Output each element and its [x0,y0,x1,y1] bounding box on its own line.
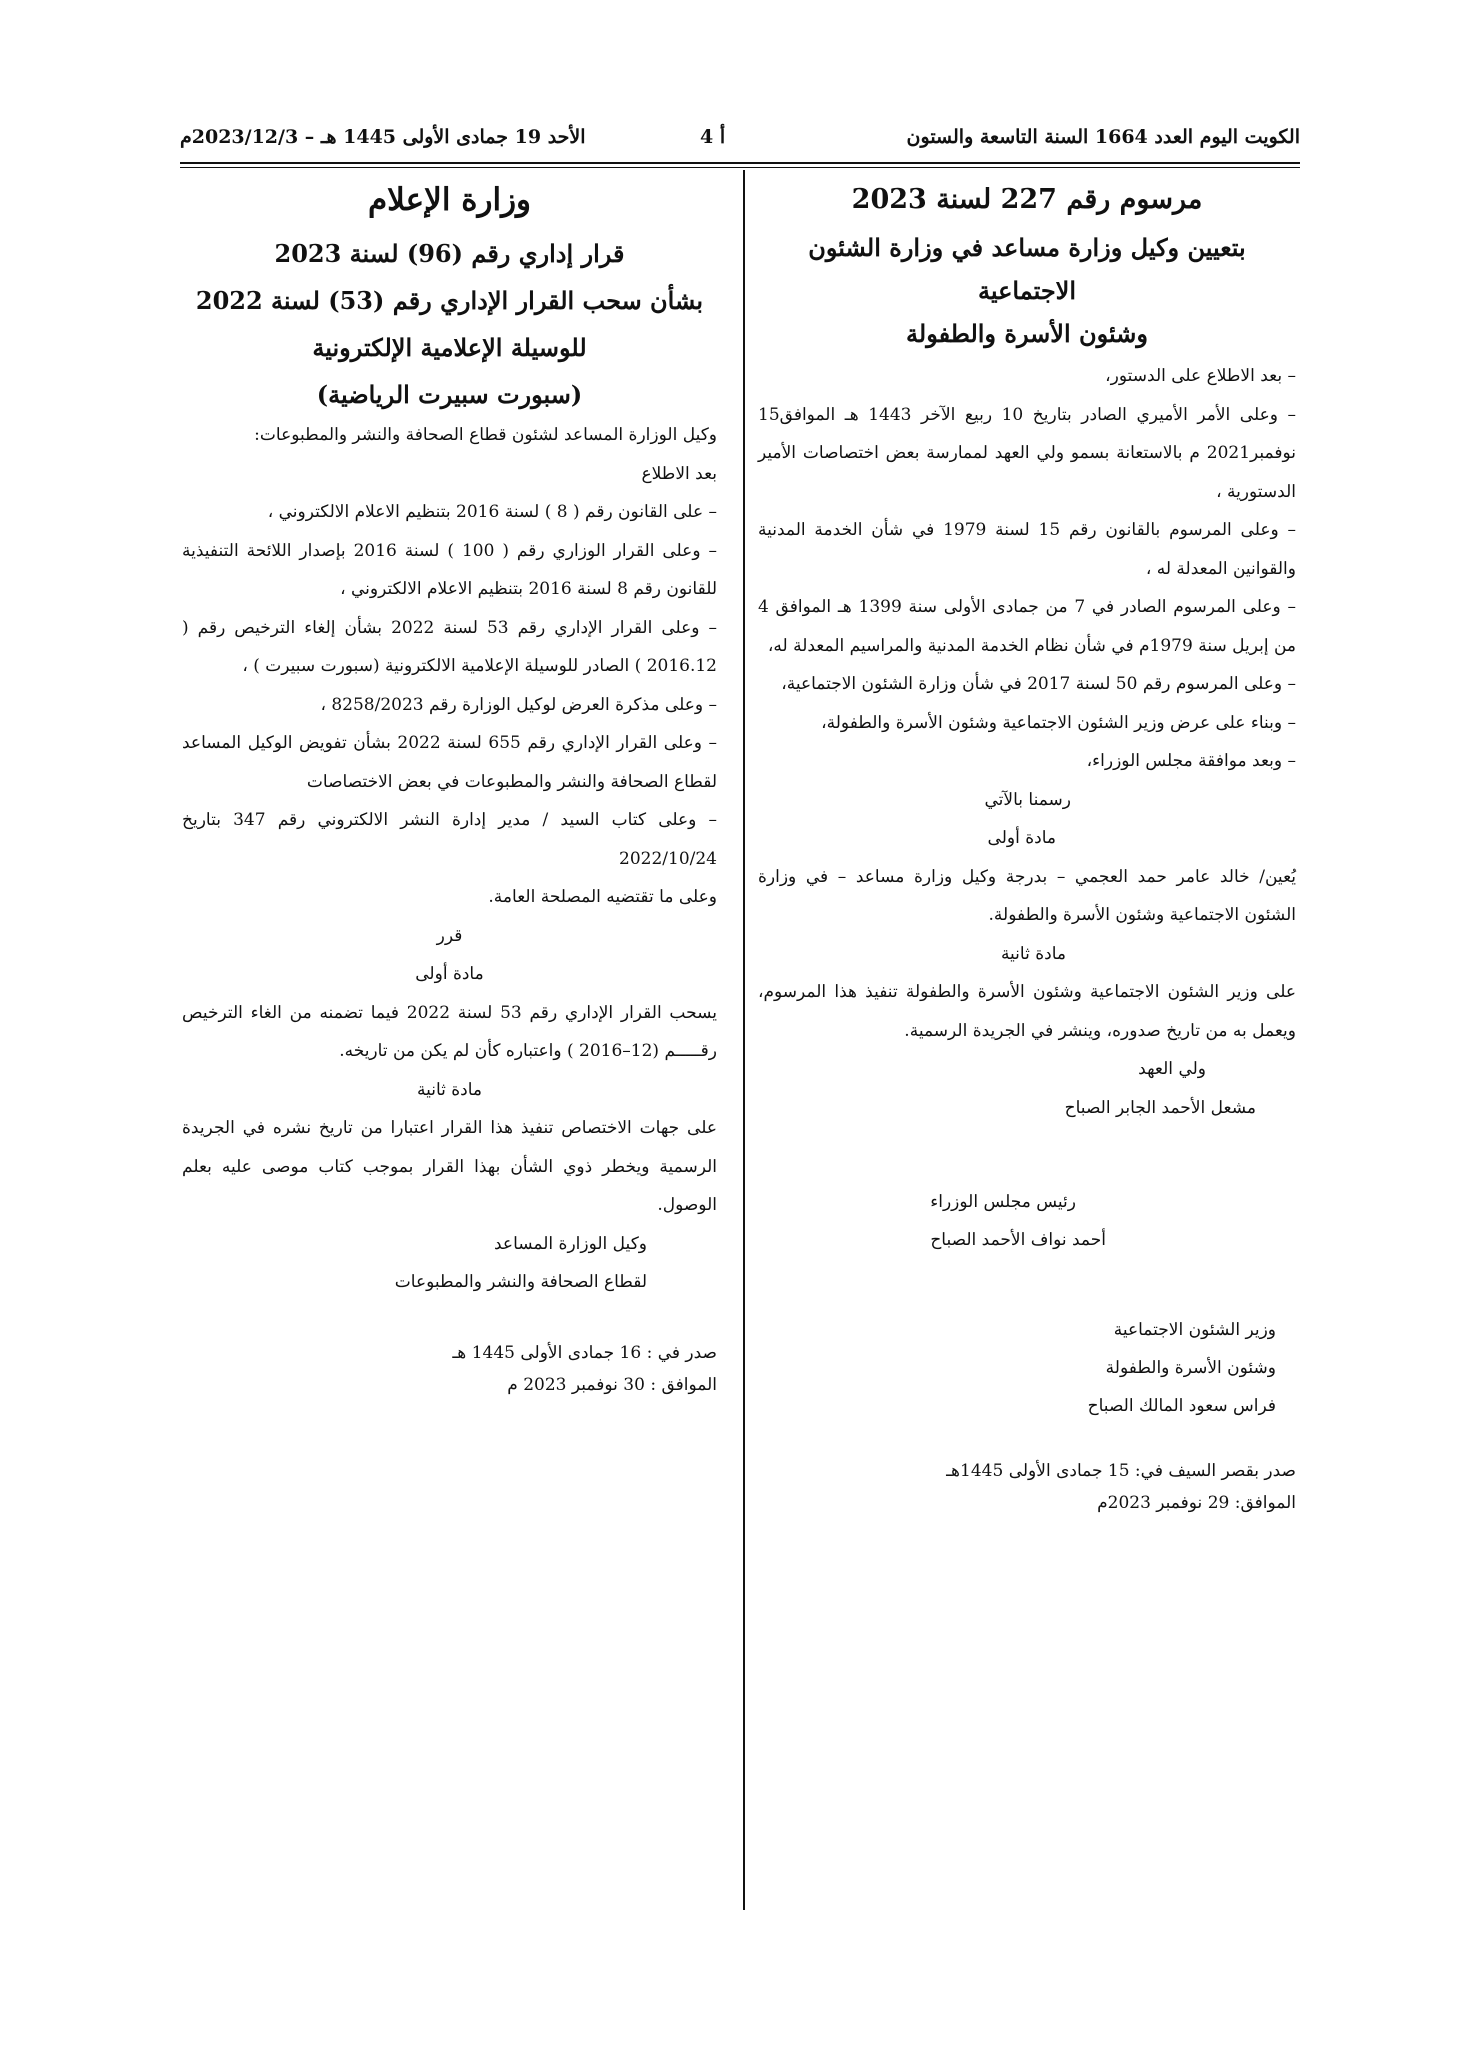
decree-title: مرسوم رقم 227 لسنة 2023 [851,184,1203,215]
ministry-column [182,180,717,1401]
gazette-issue: الكويت اليوم العدد 1664 السنة التاسعة والستون [906,126,1300,148]
signatory-sector: لقطاع الصحافة والنشر والمطبوعات [394,1271,647,1292]
resolution-title: قرار إداري رقم (96) لسنة 2023 [274,239,625,268]
minister-title-2: وشئون الأسرة والطفولة [1105,1358,1276,1378]
issued-gregorian-date: الموافق: 29 نوفمبر 2023م [1097,1493,1296,1513]
article-1-title: مادة أولى [987,828,1056,848]
decree-statement: رسمنا بالآتي [984,789,1071,810]
resolution-subtitle-3: (سبورت سبيرت الرياضية) [316,380,583,409]
resolution-subtitle-2: للوسيلة الإعلامية الإلكترونية [312,333,587,362]
decree-paragraph: – وعلى المرسوم بالقانون رقم 15 لسنة 1979 في شأن الخدمة المدنية والقوانين المعدلة له ، [758,520,1296,579]
resolution-preamble: بعد الاطلاع [641,463,717,484]
crown-prince-title: ولي العهد [1138,1059,1206,1079]
resolution-paragraph: – وعلى القرار الإداري رقم 53 لسنة 2022 بشأن إلغاء الترخيص رقم ( 2016.12 ) الصادر للوسيلة الإعلامية الالكترونية (سبورت سبيرت ) ، [182,617,717,676]
article-1-title: مادة أولى [415,964,484,984]
decree-paragraph: – وعلى الأمر الأميري الصادر بتاريخ 10 ربيع الآخر 1443 هـ الموافق15 نوفمبر2021 م بالاستعانة بسمو ولي العهد لممارسة بعض اختصاصات الأمير الدستورية ، [758,404,1296,502]
article-2-text: على جهات الاختصاص تنفيذ هذا القرار اعتبارا من تاريخ نشره في الجريدة الرسمية ويخطر ذوي الشأن بهذا القرار بموجب كتاب موصى عليه بعلم الوصول. [182,1118,717,1215]
minister-name: فراس سعود المالك الصباح [1087,1396,1276,1416]
column-divider [743,170,745,1910]
issue-date: الأحد 19 جمادى الأولى 1445 هـ – 2023/12/3م [180,126,586,148]
issued-place-date: صدر بقصر السيف في: 15 جمادى الأولى 1445هـ [946,1461,1296,1481]
header-rule-thin [180,167,1300,168]
decree-paragraph: – وبعد موافقة مجلس الوزراء، [1086,751,1296,771]
resolution-intro: وكيل الوزارة المساعد لشئون قطاع الصحافة والنشر والمطبوعات: [254,425,717,445]
article-2-title: مادة ثانية [416,1079,483,1100]
decree-paragraph: – وعلى المرسوم رقم 50 لسنة 2017 في شأن وزارة الشئون الاجتماعية، [781,674,1296,694]
pm-name: أحمد نواف الأحمد الصباح [930,1230,1106,1250]
page-number: أ 4 [700,126,726,148]
issued-hijri-date: صدر في : 16 جمادى الأولى 1445 هـ [452,1342,717,1363]
article-1-text: يسحب القرار الإداري رقم 53 لسنة 2022 فيما تضمنه من الغاء الترخيص رقـــــم (12–2016 ) واعتباره كأن لم يكن من تاريخه. [182,1002,717,1061]
header-rule [180,162,1300,164]
minister-title-1: وزير الشئون الاجتماعية [1113,1320,1276,1340]
issued-gregorian-date: الموافق : 30 نوفمبر 2023 م [507,1374,717,1395]
article-2-title: مادة ثانية [1000,943,1066,964]
resolution-paragraph: – وعلى القرار الوزاري رقم ( 100 ) لسنة 2016 بإصدار اللائحة التنفيذية للقانون رقم 8 لسنة 2016 بتنظيم الاعلام الالكتروني ، [182,540,717,599]
article-1-text: يُعين/ خالد عامر حمد العجمي – بدرجة وكيل وزارة مساعد – في وزارة الشئون الاجتماعية وشئون الأسرة والطفولة. [758,866,1296,925]
resolution-paragraph: – وعلى كتاب السيد / مدير إدارة النشر الالكتروني رقم 347 بتاريخ 2022/10/24 [182,810,718,869]
decree-column [758,180,1296,1519]
article-2-text: على وزير الشئون الاجتماعية وشئون الأسرة والطفولة تنفيذ هذا المرسوم، ويعمل به من تاريخ صدوره، وينشر في الجريدة الرسمية. [758,982,1296,1041]
pm-title: رئيس مجلس الوزراء [930,1192,1076,1212]
decree-paragraph: – بعد الاطلاع على الدستور، [1105,366,1296,386]
ministry-name: وزارة الإعلام [367,182,532,218]
decree-subtitle-2: وشئون الأسرة والطفولة [906,319,1148,348]
resolution-paragraph: – وعلى مذكرة العرض لوكيل الوزارة رقم 8258/2023 ، [320,694,717,715]
signatory-title: وكيل الوزارة المساعد [494,1233,647,1254]
resolution-subtitle-1: بشأن سحب القرار الإداري رقم (53) لسنة 2022 [195,286,704,315]
resolution-paragraph: – وعلى القرار الإداري رقم 655 لسنة 2022 بشأن تفويض الوكيل المساعد لقطاع الصحافة والنشر والمطبوعات في بعض الاختصاصات [182,733,717,792]
page-header [180,120,1300,156]
crown-prince-name: مشعل الأحمد الجابر الصباح [1064,1097,1256,1118]
decided-statement: قرر [436,925,463,946]
resolution-paragraph: – على القانون رقم ( 8 ) لسنة 2016 بتنظيم الاعلام الالكتروني ، [267,502,717,522]
resolution-paragraph: وعلى ما تقتضيه المصلحة العامة. [488,887,717,907]
decree-paragraph: – وبناء على عرض وزير الشئون الاجتماعية وشئون الأسرة والطفولة، [821,712,1296,733]
decree-paragraph: – وعلى المرسوم الصادر في 7 من جمادى الأولى سنة 1399 هـ الموافق 4 من إبريل سنة 1979م في شأن نظام الخدمة المدنية والمراسيم المعدلة له، [758,597,1296,656]
decree-subtitle-1: بتعيين وكيل وزارة مساعد في وزارة الشئون الاجتماعية [808,233,1246,305]
